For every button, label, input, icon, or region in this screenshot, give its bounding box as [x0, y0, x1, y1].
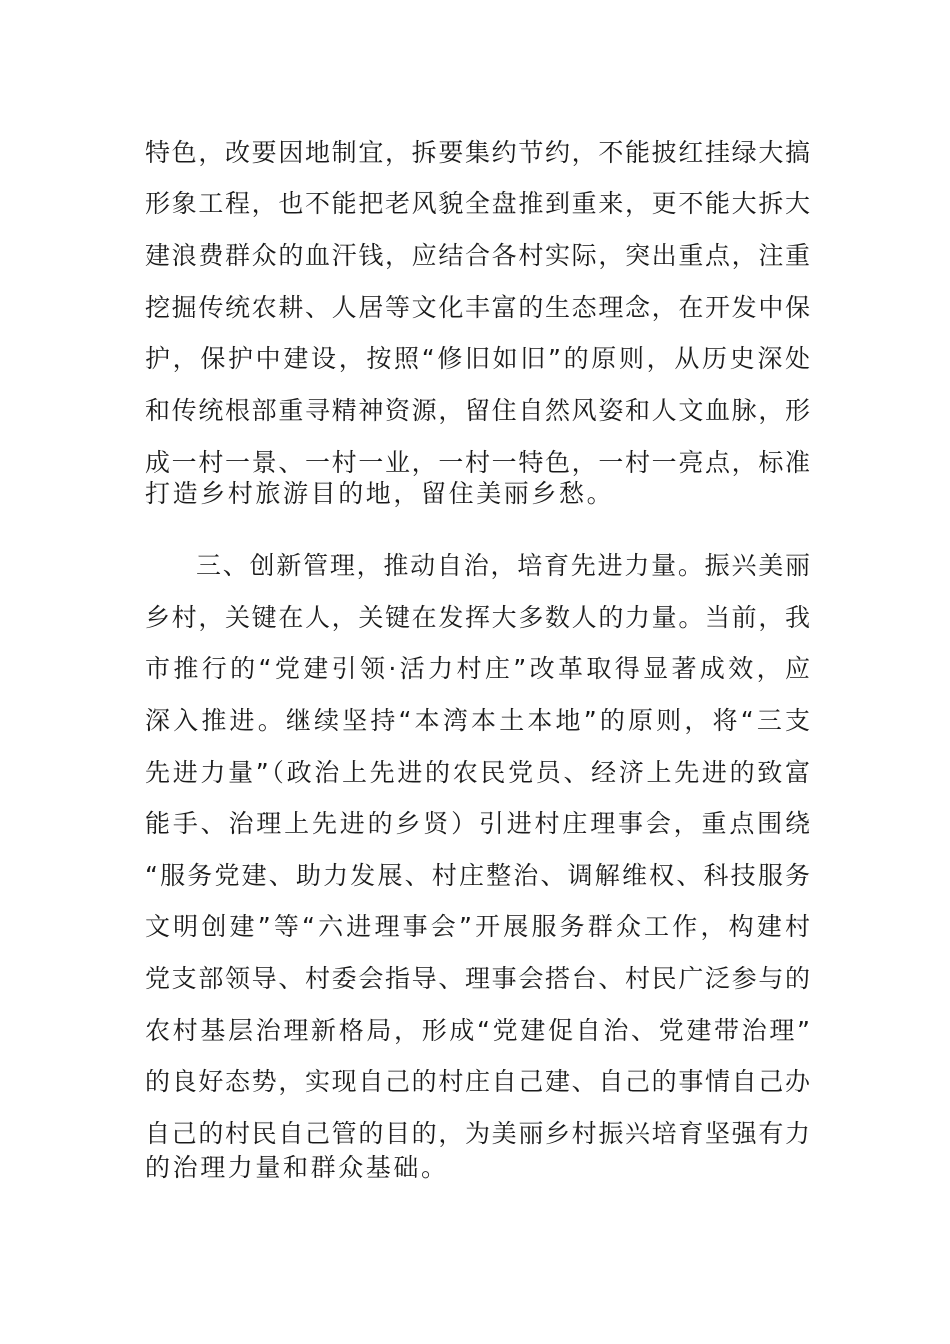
text-line: 农村基层治理新格局，形成“党建促自治、党建带治理”: [145, 1016, 810, 1045]
text-line: 的良好态势，实现自己的村庄自己建、自己的事情自己办: [145, 1067, 810, 1096]
text-line: 成一村一景、一村一业，一村一特色，一村一亮点，标准: [145, 448, 810, 477]
paragraph-first-line: 三、创新管理，推动自治，培育先进力量。振兴美丽: [196, 551, 810, 580]
text-line: 党支部领导、村委会指导、理事会搭台、村民广泛参与的: [145, 964, 810, 993]
text-line: 的治理力量和群众基础。: [145, 1153, 449, 1182]
text-line: 能手、治理上先进的乡贤）引进村庄理事会，重点围绕: [145, 809, 810, 838]
text-line: 深入推进。继续坚持“本湾本土本地”的原则，将“三支: [145, 706, 810, 735]
text-line: 打造乡村旅游目的地，留住美丽乡愁。: [145, 479, 615, 508]
text-line: 形象工程，也不能把老风貌全盘推到重来，更不能大拆大: [145, 189, 810, 218]
text-line: “服务党建、助力发展、村庄整治、调解维权、科技服务: [145, 861, 810, 890]
text-line: 特色，改要因地制宜，拆要集约节约，不能披红挂绿大搞: [145, 138, 810, 167]
text-line: 先进力量”（政治上先进的农民党员、经济上先进的致富: [145, 758, 810, 787]
text-line: 乡村，关键在人，关键在发挥大多数人的力量。当前，我: [145, 603, 810, 632]
text-line: 护，保护中建设，按照“修旧如旧”的原则，从历史深处: [145, 344, 810, 373]
text-line: 和传统根部重寻精神资源，留住自然风姿和人文血脉，形: [145, 396, 810, 425]
text-line: 自己的村民自己管的目的，为美丽乡村振兴培育坚强有力: [145, 1119, 810, 1148]
text-line: 挖掘传统农耕、人居等文化丰富的生态理念，在开发中保: [145, 293, 810, 322]
text-line: 建浪费群众的血汗钱，应结合各村实际，突出重点，注重: [145, 241, 810, 270]
text-line: 市推行的“党建引领·活力村庄”改革取得显著成效，应: [145, 654, 810, 683]
text-line: 文明创建”等“六进理事会”开展服务群众工作，构建村: [145, 912, 810, 941]
